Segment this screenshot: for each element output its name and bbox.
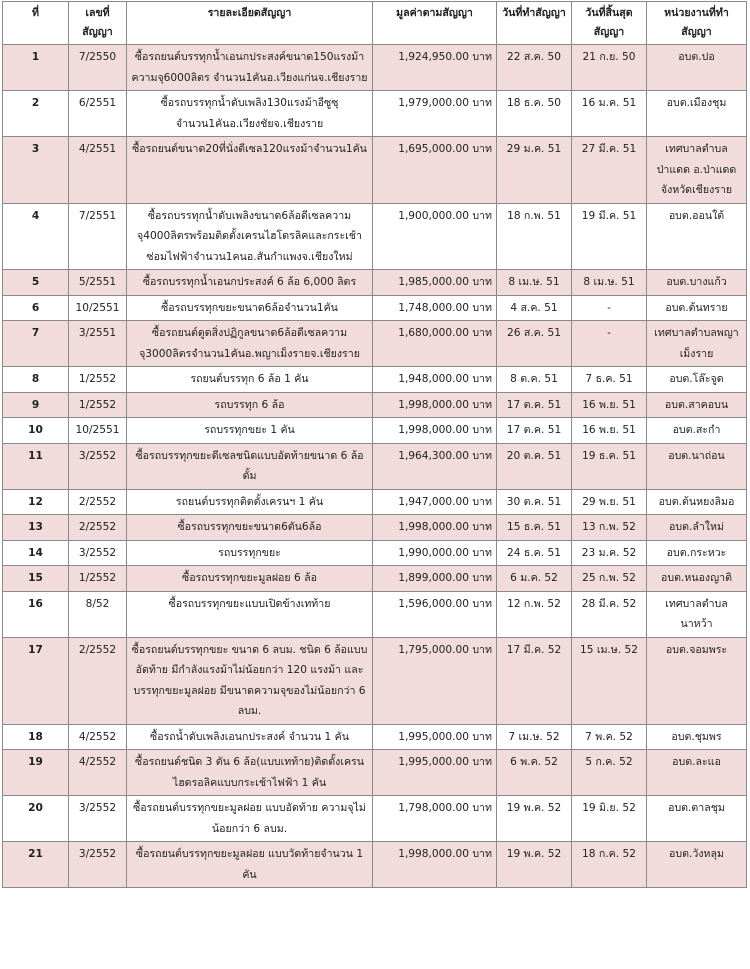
row-number: 14 [3,540,69,566]
table-row [3,724,747,750]
contract-value-text: 1,985,000.00 บาท [398,276,492,288]
end-date-text: 7 ธ.ค. 51 [585,373,633,385]
row-number: 1 [3,45,69,91]
contract-value-text: 1,998,000.00 บาท [398,521,492,533]
table-row [3,45,747,91]
contract-description: ซื้อรถบรรทุกขยะขนาด6ตัน6ล้อ [127,515,373,541]
start-date-text: 19 พ.ค. 52 [506,848,562,860]
end-date-text: 13 ก.พ. 52 [582,521,636,533]
row-number: 6 [3,295,69,321]
row-number: 9 [3,392,69,418]
contract-id: 1/2552 [69,392,127,418]
contract-description: ซื้อรถยนต์บรรทุกขยะมูลฝอย แบบวัดท้ายจำนวน 1 คัน [127,842,373,888]
start-date [497,321,572,367]
table-row [3,367,747,393]
start-date [497,91,572,137]
organization: อบต.สาคอบน [647,392,747,418]
contract-value [373,724,497,750]
contract-id: 7/2550 [69,45,127,91]
end-date-text: 27 มี.ค. 51 [581,143,637,155]
contract-value-text: 1,900,000.00 บาท [398,209,492,222]
end-date-text: 28 มี.ค. 52 [581,597,637,610]
start-date [497,392,572,418]
contract-value [373,796,497,842]
table-row [3,540,747,566]
contract-description: ซื้อรถน้ำดับเพลิงเอนกประสงค์ จำนวน 1 คัน [127,724,373,750]
start-date-text: 17 ต.ค. 51 [506,424,562,436]
organization: อบต.กระหวะ [647,540,747,566]
table-row [3,392,747,418]
contract-description: ซื้อรถบรรทุกน้ำดับเพลิง130แรงม้าอีซูซุจำนวน1คันอ.เวียงชัยจ.เชียงราย [127,91,373,137]
row-number: 13 [3,515,69,541]
table-row [3,295,747,321]
contract-description: ซื้อรถยนต์ขนาด20ที่นั่งดีเซล120แรงม้าจำนวน1คัน [127,137,373,204]
start-date [497,270,572,296]
start-date [497,137,572,204]
start-date-text: 22 ส.ค. 50 [507,51,561,63]
end-date [572,321,647,367]
contract-id: 2/2552 [69,637,127,724]
row-number: 15 [3,566,69,592]
organization: อบต.บางแก้ว [647,270,747,296]
contract-value-text: 1,795,000.00 บาท [398,643,492,656]
start-date [497,418,572,444]
start-date-text: 18 ธ.ค. 50 [507,97,561,109]
organization: อบต.ชุมพร [647,724,747,750]
table-row [3,203,747,270]
end-date-text: - [607,301,611,314]
end-date-text: 21 ก.ย. 50 [582,51,636,63]
contract-id: 8/52 [69,591,127,637]
contract-value [373,489,497,515]
end-date [572,392,647,418]
contract-description: ซื้อรถบรรทุกน้ำดับเพลิงขนาด6ล้อดีเซลความจุ4000ลิตรพร้อมติดตั้งเครนไฮโดรลิคและกระเช้าซ่อมไฟฟ้าจำนวน1คนอ.สันกำแพงจ.เชียงใหม่ [127,203,373,270]
organization: อบต.ลำใหม่ [647,515,747,541]
start-date [497,842,572,888]
start-date-text: 30 ต.ค. 51 [506,495,562,508]
end-date [572,295,647,321]
end-date [572,566,647,592]
header-organization: หน่วยงานที่ทำสัญญา [647,2,747,45]
contract-description: รถบรรทุกขยะ [127,540,373,566]
start-date-text: 7 เม.ษ. 52 [508,730,560,743]
contract-value [373,137,497,204]
end-date [572,367,647,393]
contract-value [373,842,497,888]
start-date [497,724,572,750]
end-date [572,796,647,842]
start-date-text: 12 ก.พ. 52 [507,597,561,610]
start-date [497,443,572,489]
header-end-date: วันที่สิ้นสุดสัญญา [572,2,647,45]
start-date-text: 15 ธ.ค. 51 [507,521,561,533]
contract-value [373,91,497,137]
contract-value [373,203,497,270]
contract-description: ซื้อรถยนต์ดูดสิ่งปฏิกูลขนาด6ล้อดีเซลความจุ3000ลิตรจำนวน1คันอ.พญาเม็งรายจ.เชียงราย [127,321,373,367]
contract-description: ซื้อรถบรรทุกขยะแบบเปิดข้างเทท้าย [127,591,373,637]
contract-value-text: 1,695,000.00 บาท [398,143,492,155]
start-date [497,295,572,321]
contract-id: 3/2552 [69,443,127,489]
end-date [572,637,647,724]
start-date [497,515,572,541]
end-date [572,842,647,888]
end-date [572,591,647,637]
contract-value-text: 1,924,950.00 บาท [398,51,492,63]
end-date-text: 25 ก.พ. 52 [582,572,636,584]
end-date [572,270,647,296]
table-row [3,270,747,296]
organization: อบต.เมืองชุม [647,91,747,137]
row-number: 18 [3,724,69,750]
organization: เทศบาลตำบลพญาเม็งราย [647,321,747,367]
end-date [572,724,647,750]
table-row [3,443,747,489]
table-row [3,842,747,888]
organization: อบต.สะกำ [647,418,747,444]
contract-id: 1/2552 [69,566,127,592]
end-date-text: 8 เม.ษ. 51 [583,276,635,288]
contract-id: 4/2552 [69,724,127,750]
organization: เทศบาลตำบลนาหว้า [647,591,747,637]
header-start-date: วันที่ทำสัญญา [497,2,572,45]
end-date [572,750,647,796]
contract-id: 3/2552 [69,842,127,888]
contract-value [373,540,497,566]
contract-value-text: 1,948,000.00 บาท [398,373,492,385]
contract-value-text: 1,947,000.00 บาท [398,495,492,508]
start-date [497,45,572,91]
header-row [3,2,747,45]
contract-description: รถยนต์บรรทุก 6 ล้อ 1 คัน [127,367,373,393]
contract-value-text: 1,998,000.00 บาท [398,398,492,411]
row-number: 7 [3,321,69,367]
end-date-text: 16 พ.ย. 51 [582,424,636,436]
end-date [572,515,647,541]
header-description: รายละเอียดสัญญา [127,2,373,45]
end-date [572,137,647,204]
contract-value-text: 1,798,000.00 บาท [398,802,492,814]
organization: อบต.ต้นหยงลิมอ [647,489,747,515]
row-number: 4 [3,203,69,270]
contract-value [373,367,497,393]
row-number: 12 [3,489,69,515]
row-number: 2 [3,91,69,137]
header-contract-id: เลขที่สัญญา [69,2,127,45]
contract-id: 5/2551 [69,270,127,296]
contract-value-text: 1,748,000.00 บาท [398,301,492,314]
contract-value-text: 1,680,000.00 บาท [398,327,492,339]
contract-value-text: 1,998,000.00 บาท [398,848,492,860]
start-date-text: 6 พ.ค. 52 [510,756,558,768]
organization: อบต.ตาลชุม [647,796,747,842]
contract-value [373,637,497,724]
start-date [497,566,572,592]
row-number: 16 [3,591,69,637]
contract-value-text: 1,995,000.00 บาท [398,730,492,743]
end-date-text: 19 ธ.ค. 51 [582,449,636,462]
row-number: 3 [3,137,69,204]
start-date [497,540,572,566]
start-date-text: 4 ส.ค. 51 [510,301,558,314]
end-date-text: 16 พ.ย. 51 [582,398,636,411]
contract-value-text: 1,964,300.00 บาท [398,449,492,462]
end-date [572,540,647,566]
contract-id: 2/2552 [69,489,127,515]
contracts-table [2,1,747,888]
header-value: มูลค่าตามสัญญา [373,2,497,45]
contract-id: 2/2552 [69,515,127,541]
row-number: 8 [3,367,69,393]
contract-value [373,321,497,367]
end-date-text: 19 มิ.ย. 52 [582,802,636,814]
end-date [572,443,647,489]
row-number: 20 [3,796,69,842]
contract-id: 10/2551 [69,418,127,444]
contract-description: รถบรรทุกขยะ 1 คัน [127,418,373,444]
end-date [572,418,647,444]
end-date-text: - [607,327,611,339]
end-date [572,489,647,515]
organization: อบต.ต้นทราย [647,295,747,321]
table-row [3,321,747,367]
contract-value [373,418,497,444]
contract-value-text: 1,899,000.00 บาท [398,572,492,584]
start-date-text: 18 ก.พ. 51 [507,209,561,222]
contract-id: 7/2551 [69,203,127,270]
end-date-text: 15 เม.ษ. 52 [579,643,639,656]
contract-value [373,295,497,321]
organization: อบต.วังหลุม [647,842,747,888]
start-date [497,796,572,842]
organization: อบต.นาถ่อน [647,443,747,489]
row-number: 17 [3,637,69,724]
row-number: 10 [3,418,69,444]
end-date-text: 29 พ.ย. 51 [582,495,636,508]
header-no: ที่ [3,2,69,45]
table-row [3,796,747,842]
contract-description: ซื้อรถยนต์บรรทุกขยะ ขนาด 6 ลบม. ชนิด 6 ล้อแบบอัดท้าย มีกำลังแรงม้าไม่น้อยกว่า 120 แรงม้า และบรรทุกขยะมูลฝอย มีขนาดความจุของไม่น้อยกว่า 6 ลบม. [127,637,373,724]
contract-description: ซื้อรถบรรทุกขยะดีเซลชนิดแบบอัดท้ายขนาด 6 ล้อดั้ม [127,443,373,489]
contract-description: ซื้อรถยนต์บรรทุกขยะมูลฝอย แบบอัดท้าย ความจุไม่น้อยกว่า 6 ลบม. [127,796,373,842]
table-row [3,750,747,796]
organization: เทศบาลตำบลป่าแดด อ.ป่าแดด จังหวัดเชียงราย [647,137,747,204]
start-date-text: 17 ต.ค. 51 [506,398,562,411]
contract-description: รถยนต์บรรทุกติดตั้งเครนฯ 1 คัน [127,489,373,515]
end-date-text: 5 ก.ค. 52 [585,756,633,768]
end-date-text: 7 พ.ค. 52 [585,730,633,743]
contract-value [373,45,497,91]
contract-value-text: 1,990,000.00 บาท [398,546,492,559]
start-date [497,203,572,270]
start-date-text: 8 ต.ค. 51 [510,373,558,385]
table-row [3,515,747,541]
start-date [497,489,572,515]
contract-value [373,443,497,489]
table-row [3,489,747,515]
contract-value-text: 1,596,000.00 บาท [398,597,492,610]
contract-value-text: 1,995,000.00 บาท [398,756,492,768]
row-number: 19 [3,750,69,796]
contract-id: 4/2551 [69,137,127,204]
row-number: 5 [3,270,69,296]
start-date [497,750,572,796]
contract-description: ซื้อรถบรรทุกน้ำเอนกประสงค์ 6 ล้อ 6,000 ลิตร [127,270,373,296]
start-date-text: 8 เม.ษ. 51 [508,276,560,288]
contract-id: 3/2551 [69,321,127,367]
contract-description: ซื้อรถบรรทุกขยะมูลฝอย 6 ล้อ [127,566,373,592]
start-date-text: 17 มี.ค. 52 [506,643,562,656]
table-row [3,91,747,137]
start-date-text: 26 ส.ค. 51 [507,327,561,339]
contract-value [373,566,497,592]
row-number: 21 [3,842,69,888]
start-date-text: 19 พ.ค. 52 [506,802,562,814]
start-date-text: 6 ม.ค. 52 [510,572,558,584]
contract-description: ซื้อรถยนต์ชนิด 3 ตัน 6 ล้อ(แบบเทท้าย)ติดตั้งเครนไฮดรอลิคแบบกระเช้าไฟฟ้า 1 คัน [127,750,373,796]
contract-id: 6/2551 [69,91,127,137]
start-date [497,637,572,724]
contract-value [373,392,497,418]
organization: อบต.ออนใต้ [647,203,747,270]
start-date [497,367,572,393]
organization: อบต.จอมพระ [647,637,747,724]
contract-value [373,591,497,637]
contract-description: ซื้อรถยนต์บรรทุกน้ำเอนกประสงค์ขนาด150แรงม้าความจุ6000ลิตร จำนวน1คันอ.เวียงแก่นจ.เชียงราย [127,45,373,91]
contract-id: 1/2552 [69,367,127,393]
contract-id: 4/2552 [69,750,127,796]
start-date-text: 24 ธ.ค. 51 [507,546,561,559]
table-row [3,137,747,204]
organization: อบต.หนองญาติ [647,566,747,592]
end-date [572,91,647,137]
contract-id: 3/2552 [69,540,127,566]
table-row [3,637,747,724]
table-row [3,418,747,444]
organization: อบต.ปอ [647,45,747,91]
end-date [572,203,647,270]
end-date-text: 23 ม.ค. 52 [581,546,637,559]
end-date-text: 16 ม.ค. 51 [581,97,637,109]
contract-id: 3/2552 [69,796,127,842]
contract-description: รถบรรทุก 6 ล้อ [127,392,373,418]
organization: อบต.โล๊ะจูด [647,367,747,393]
contract-value [373,270,497,296]
contract-value [373,515,497,541]
contract-value-text: 1,979,000.00 บาท [398,97,492,109]
contract-value [373,750,497,796]
start-date-text: 29 ม.ค. 51 [506,143,562,155]
contract-description: ซื้อรถบรรทุกขยะขนาด6ล้อจำนวน1คัน [127,295,373,321]
contract-id: 10/2551 [69,295,127,321]
row-number: 11 [3,443,69,489]
end-date-text: 19 มี.ค. 51 [581,209,637,222]
start-date-text: 20 ต.ค. 51 [506,449,562,462]
table-row [3,591,747,637]
table-row [3,566,747,592]
contract-value-text: 1,998,000.00 บาท [398,424,492,436]
organization: อบต.ละแอ [647,750,747,796]
start-date [497,591,572,637]
end-date [572,45,647,91]
end-date-text: 18 ก.ค. 52 [582,848,636,860]
